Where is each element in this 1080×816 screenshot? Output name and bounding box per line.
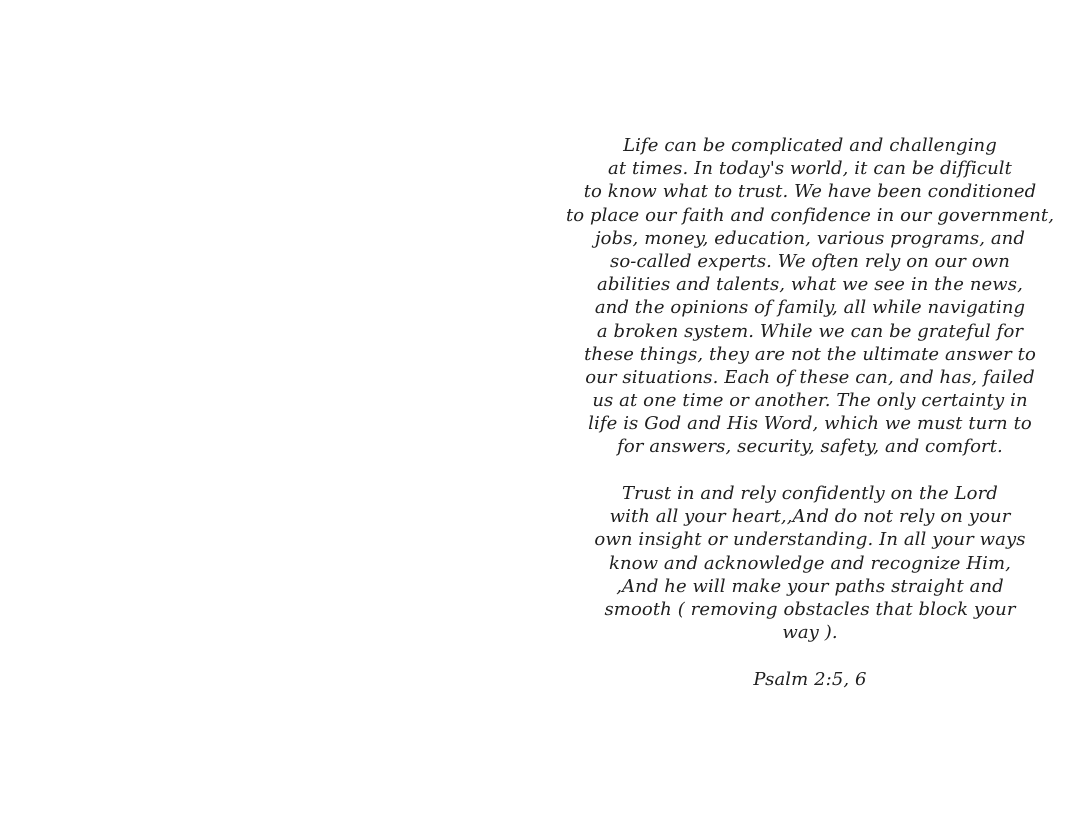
quote-line: way ).	[782, 622, 838, 644]
paragraph-line: us at one time or another. The only certainty in	[592, 390, 1028, 412]
citation-text: Psalm 2:5, 6	[753, 669, 867, 690]
scripture-citation	[548, 668, 1072, 691]
paragraph-line: at times. In today's world, it can be difficult	[608, 158, 1012, 180]
paragraph-line: abilities and talents, what we see in the news,	[597, 274, 1023, 296]
paragraph-line: and the opinions of family, all while navigating	[594, 297, 1026, 319]
paragraph-line: Life can be complicated and challenging	[623, 135, 997, 156]
quote-line: know and acknowledge and recognize Him,	[608, 552, 1012, 574]
paragraph-line: life is God and His Word, which we must turn to	[588, 413, 1032, 435]
paragraph-line: a broken system. While we can be grateful for	[596, 320, 1024, 342]
scripture-quote	[548, 482, 1072, 644]
quote-line: smooth ( removing obstacles that block your	[604, 598, 1016, 620]
paragraph-line: these things, they are not the ultimate answer to	[584, 343, 1036, 365]
paragraph-line: to know what to trust. We have been conditioned	[583, 181, 1037, 203]
quote-line: Trust in and rely confidently on the Lord	[622, 483, 998, 504]
paragraph-line: so-called experts. We often rely on our own	[610, 250, 1010, 272]
quote-line: own insight or understanding. In all your ways	[594, 529, 1026, 551]
quote-line: with all your heart,,And do not rely on your	[609, 506, 1011, 528]
quote-line: ,And he will make your paths straight and	[616, 575, 1004, 597]
paragraph-line: jobs, money, education, various programs, and	[594, 227, 1025, 249]
intro-paragraph	[548, 134, 1072, 459]
paragraph-line: to place our faith and confidence in our government,	[565, 204, 1055, 226]
paragraph-line: for answers, security, safety, and comfort.	[617, 436, 1003, 458]
paragraph-line: our situations. Each of these can, and has, failed	[585, 366, 1035, 388]
